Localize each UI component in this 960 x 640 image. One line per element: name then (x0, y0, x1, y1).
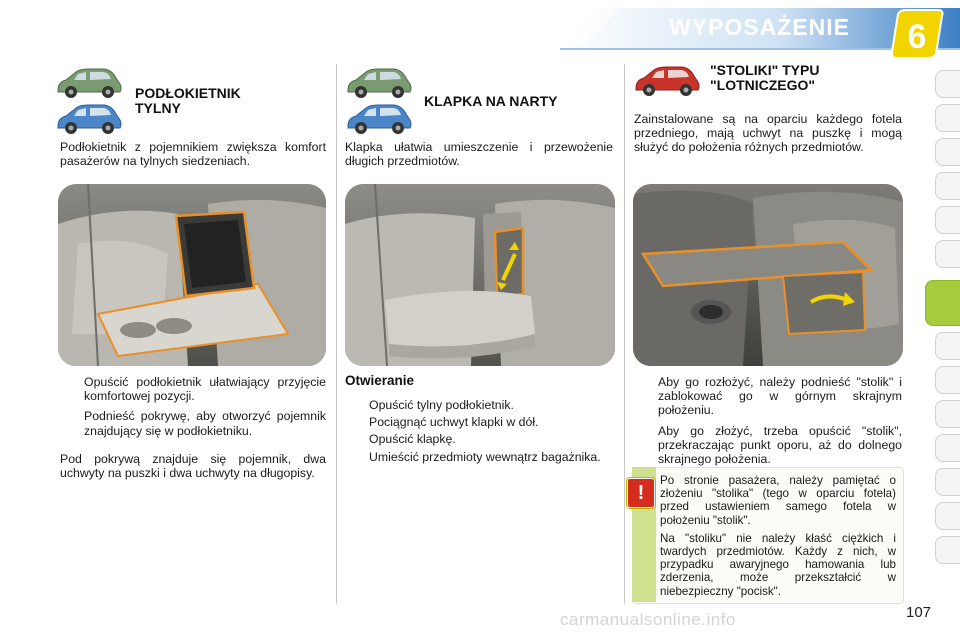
column-separator (624, 64, 625, 604)
chapter-title: WYPOSAŻENIE (669, 14, 850, 40)
section-title-ski-flap: KLAPKA NA NARTY (424, 93, 558, 109)
tray-step (634, 375, 902, 418)
armrest-photo (58, 184, 326, 366)
car-icon-green (348, 69, 411, 98)
watermark: carmanualsonline.info (560, 610, 736, 629)
car-icon-green (58, 69, 121, 98)
car-icon-blue (348, 105, 411, 134)
side-tab-13[interactable] (935, 502, 960, 530)
tray-step-text: Aby go złożyć, trzeba opuścić "stolik", przekraczając punkt oporu, aż do dolnego skrajnego położenia. (658, 423, 902, 467)
side-tab-10[interactable] (935, 400, 960, 428)
armrest-step (60, 409, 326, 437)
opening-subtitle: Otwieranie (345, 373, 415, 388)
tray-step-text: Aby go rozłożyć, należy podnieść "stolik" i zablokować go w górnym skrajnym położeniu. (658, 375, 902, 418)
tray-step (634, 424, 902, 467)
warning-paragraph: Na "stoliku" nie należy kłaść ciężkich i twardych przedmiotów. Każdy z nich, w przypadku awaryjnego hamowania lub zderzenia, może przekształcić w niebezpieczny "pocisk". (660, 531, 896, 598)
section-title-line: TYLNY (135, 100, 181, 116)
column-separator (336, 64, 337, 604)
chapter-number-badge (890, 8, 946, 60)
section-title-armrest (135, 86, 241, 116)
side-tab-5[interactable] (935, 206, 960, 234)
warning-text (660, 474, 896, 603)
side-tab-chapter-6-active[interactable] (925, 280, 960, 326)
tray-table-photo (633, 184, 903, 366)
side-tab-6[interactable] (935, 240, 960, 268)
armrest-steps (60, 375, 326, 444)
car-icon-pair (344, 64, 416, 136)
ski-flap-step (345, 450, 615, 464)
ski-flap-step-text: Opuścić klapkę. (369, 432, 456, 447)
ski-flap-intro: Klapka ułatwia umieszczenie i przewożenie długich przedmiotów. (345, 140, 613, 169)
ski-flap-step-text: Pociągnąć uchwyt klapki w dół. (369, 415, 539, 430)
ski-flap-step-text: Umieścić przedmioty wewnątrz bagażnika. (369, 449, 601, 464)
ski-flap-photo (345, 184, 615, 366)
ski-flap-steps (345, 398, 615, 467)
car-icon-red (632, 62, 704, 98)
side-tab-12[interactable] (935, 468, 960, 496)
section-title-line: "STOLIKI" TYPU (710, 62, 820, 78)
armrest-container-description: Pod pokrywą znajduje się pojemnik, dwa uchwyty na puszki i dwa uchwyty na długopisy. (60, 452, 326, 481)
car-icon-pair (54, 64, 126, 136)
ski-flap-step-text: Opuścić tylny podłokietnik. (369, 398, 514, 412)
warning-exclamation-icon: ! (627, 478, 655, 508)
armrest-step-text: Podnieść pokrywę, aby otworzyć pojemnik znajdujący się w podłokietniku. (84, 409, 326, 438)
side-tab-3[interactable] (935, 138, 960, 166)
tray-intro: Zainstalowane są na oparciu każdego fotela przedniego, mają uchwyt na puszkę i mogą służyć do położenia różnych przedmiotów. (634, 112, 902, 155)
ski-flap-step (345, 415, 615, 429)
section-title-tray-tables (710, 63, 819, 93)
armrest-intro: Podłokietnik z pojemnikiem zwiększa komfort pasażerów na tylnych siedzeniach. (60, 140, 326, 169)
ski-flap-step (345, 432, 615, 446)
side-tab-1[interactable] (935, 70, 960, 98)
side-tab-8[interactable] (935, 332, 960, 360)
side-tab-11[interactable] (935, 434, 960, 462)
ski-flap-step (345, 398, 615, 412)
page-number: 107 (906, 604, 932, 621)
tray-steps (634, 375, 902, 472)
side-tab-2[interactable] (935, 104, 960, 132)
side-tab-14[interactable] (935, 536, 960, 564)
armrest-step-text: Opuścić podłokietnik ułatwiający przyjęcie komfortowej pozycji. (84, 375, 326, 404)
section-title-line: PODŁOKIETNIK (135, 85, 241, 101)
car-icon-blue (58, 105, 121, 134)
chapter-number: 6 (907, 18, 927, 56)
side-tab-4[interactable] (935, 172, 960, 200)
warning-paragraph: Po stronie pasażera, należy pamiętać o złożeniu "stolika" (tego w oparciu fotela) przed ustawieniem samego fotela w położeniu "stolik". (660, 474, 896, 527)
armrest-step (60, 375, 326, 403)
section-title-line: "LOTNICZEGO" (710, 77, 816, 93)
side-tab-9[interactable] (935, 366, 960, 394)
